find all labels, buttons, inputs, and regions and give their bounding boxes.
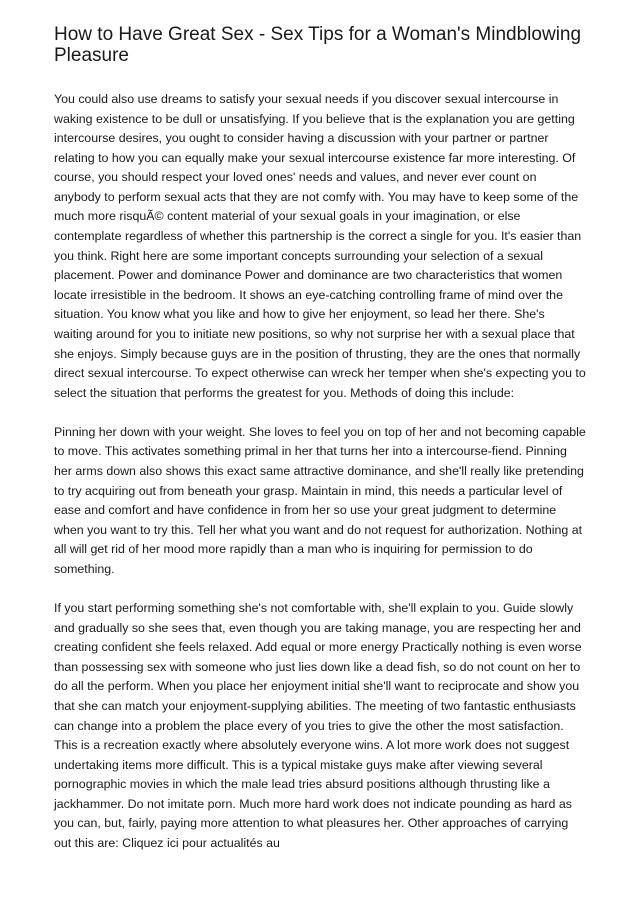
paragraph-pinning-her-down: Pinning her down with your weight. She loves to feel you on top of her and not becoming capable to move. This activates something primal in her that turns her into a intercourse-fiend. Pinning her arms down also shows this exact same attractive dominance, and she'll really like pretending to try acquiring out from beneath your grasp. Maintain in mind, this needs a particular level of ease and comfort and have confidence in from her so use your great judgment to determine when you want to try this. Tell her what you want and do not request for authorization. Nothing at all will get rid of her mood more rapidly than a man who is inquiring for permission to do something.: [54, 424, 586, 576]
document-body: [54, 90, 586, 873]
paragraph-dreams-and-positions: You could also use dreams to satisfy your sexual needs if you discover sexual intercourse in waking existence to be dull or unsatisfying. If you believe that is the explanation you are getting intercourse desires, you ought to consider having a discussion with your partner or partner relating to how you can equally make your sexual intercourse existence far more interesting. Of course, you should respect your loved ones' needs and values, and never ever count on anybody to perform sexual acts that they are not comfy with. You may have to keep some of the much more risquÃ© content material of your sexual goals in your imagination, or else contemplate regardless of whether this partnership is the correct a single for you. It's easier than you think. Right here are some important concepts surrounding your selection of a sexual placement. Power and dominance Power and dominance are two characteristics that women locate irresistible in the bedroom. It shows an eye-catching controlling frame of mind over the situation. You know what you like and how to give her enjoyment, so lead her there. She's waiting around for you to initiate new positions, so why not surprise her with a sexual place that she enjoys. Simply because guys are in the position of thrusting, they are the ones that normally direct sexual intercourse. To expect otherwise can wreck her temper when she's expecting you to select the situation that performs the greatest for you. Methods of doing this include:: [54, 92, 586, 400]
paragraph-comfort-and-energy: If you start performing something she's not comfortable with, she'll explain to you. Guide slowly and gradually so she sees that, even though you are taking manage, you are respecting her and creating confident she feels relaxed. Add equal or more energy Practically nothing is even worse than possessing sex with someone who just lies down like a dead fish, so do not count on her to do all the perform. When you place her enjoyment initial she'll want to reciprocate and show you that she can match your enjoyment-supplying abilities. The meeting of two fantastic enthusiasts can change into a problem the place every of you tries to give the other the most satisfaction. This is a recreation exactly where absolutely everyone wins. A lot more work does not suggest undertaking items more difficult. This is a typical mistake guys make after viewing several pornographic movies in which the male lead tries absurd positions although thrusting like a jackhammer. Do not imitate porn. Much more hard work does not indicate pounding as hard as you can, but, fairly, paying more attention to what pleasures her. Other approaches of carrying out this are: Cliquez ici pour actualités au: [54, 601, 582, 850]
document-title: How to Have Great Sex - Sex Tips for a Woman's Mindblowing Pleasure: [54, 24, 582, 66]
